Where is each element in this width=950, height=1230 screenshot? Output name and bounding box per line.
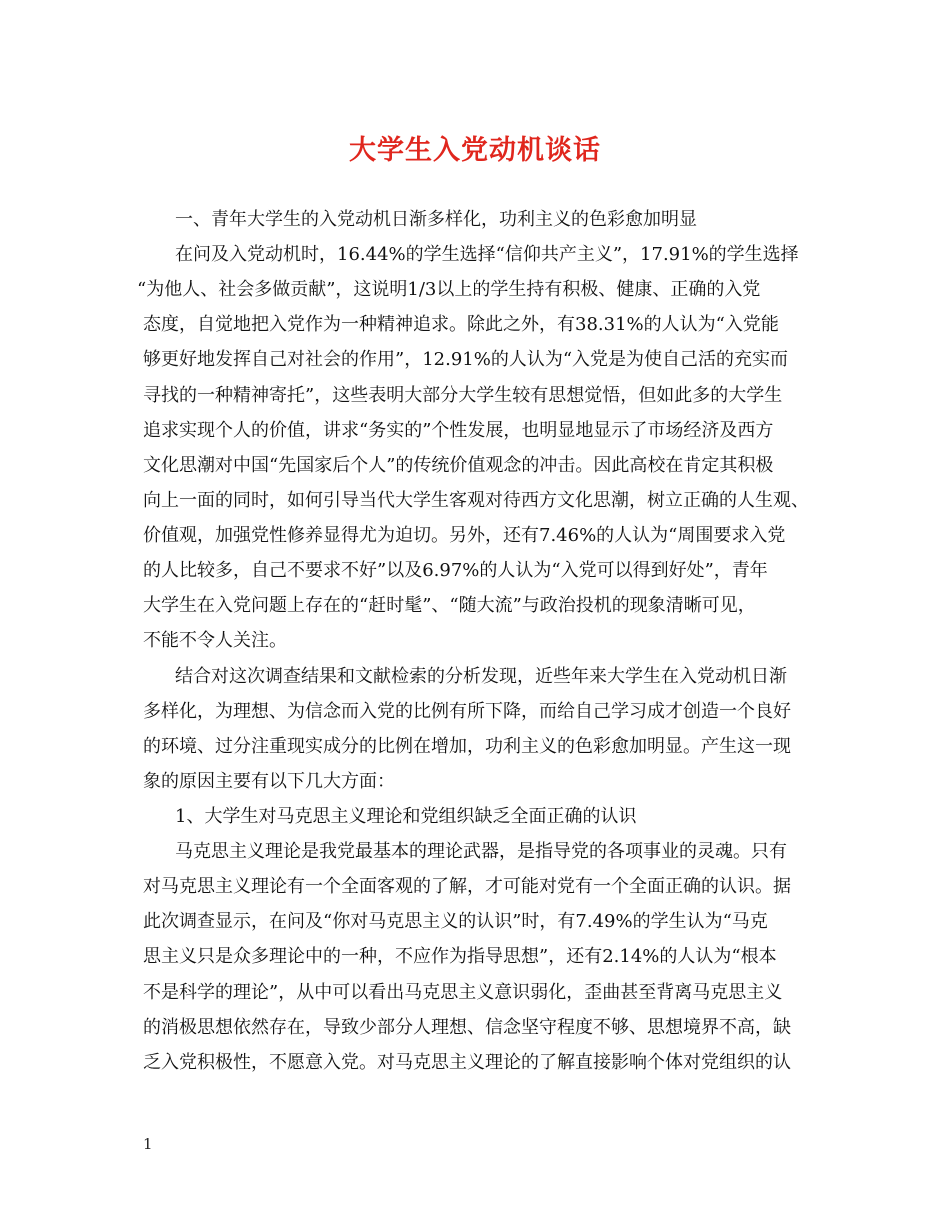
text-line: 乏入党积极性，不愿意入党。对马克思主义理论的了解直接影响个体对党组织的认 <box>143 1052 791 1073</box>
document-title: 大学生入党动机谈话 <box>349 135 601 166</box>
text-line: 追求实现个人的价值，讲求“务实的”个性发展，也明显地显示了市场经济及西方 <box>143 420 774 441</box>
text-line: 马克思主义理论是我党最基本的理论武器，是指导党的各项事业的灵魂。只有 <box>175 841 787 862</box>
text-line: 不能不令人关注。 <box>143 630 287 651</box>
text-line: “为他人、社会多做贡献”，这说明1/3以上的学生持有积极、健康、正确的入党 <box>137 279 761 300</box>
text-line: 多样化，为理想、为信念而入党的比例有所下降，而给自己学习成才创造一个良好 <box>143 701 791 722</box>
text-line: 的消极思想依然存在，导致少部分人理想、信念坚守程度不够、思想境界不高，缺 <box>143 1017 791 1038</box>
text-line: 寻找的一种精神寄托”，这些表明大部分大学生较有思想觉悟，但如此多的大学生 <box>143 385 783 406</box>
text-line: 的人比较多，自己不要求不好”以及6.97%的人认为“入党可以得到好处”，青年 <box>143 560 768 581</box>
page-number: 1 <box>143 1135 153 1153</box>
text-line: 在问及入党动机时，16.44%的学生选择“信仰共产主义”，17.91%的学生选择 <box>175 244 799 265</box>
text-line: 象的原因主要有以下几大方面： <box>143 771 395 792</box>
text-line: 价值观，加强党性修养显得尤为迫切。另外，还有7.46%的人认为“周围要求入党 <box>143 525 786 546</box>
text-line: 文化思潮对中国“先国家后个人”的传统价值观念的冲击。因此高校在肯定其积极 <box>143 455 774 476</box>
text-line: 不是科学的理论”，从中可以看出马克思主义意识弱化，歪曲甚至背离马克思主义 <box>143 982 783 1003</box>
text-line: 够更好地发挥自己对社会的作用”，12.91%的人认为“入党是为使自己活的充实而 <box>143 349 789 370</box>
text-line: 向上一面的同时，如何引导当代大学生客观对待西方文化思潮，树立正确的人生观、 <box>143 490 809 511</box>
text-line: 对马克思主义理论有一个全面客观的了解，才可能对党有一个全面正确的认识。据 <box>143 876 791 897</box>
text-line: 大学生在入党问题上存在的“赶时髦”、“随大流”与政治投机的现象清晰可见， <box>143 595 756 616</box>
text-line: 思主义只是众多理论中的一种，不应作为指导思想”，还有2.14%的人认为“根本 <box>143 946 777 967</box>
text-line: 结合对这次调查结果和文献检索的分析发现，近些年来大学生在入党动机日渐 <box>175 666 787 687</box>
text-line: 一、青年大学生的入党动机日渐多样化，功利主义的色彩愈加明显 <box>175 209 697 230</box>
section-heading: 1、大学生对马克思主义理论和党组织缺乏全面正确的认识 <box>175 806 637 827</box>
text-line: 此次调查显示，在问及“你对马克思主义的认识”时，有7.49%的学生认为“马克 <box>143 911 768 932</box>
text-line: 的环境、过分注重现实成分的比例在增加，功利主义的色彩愈加明显。产生这一现 <box>143 736 791 757</box>
text-line: 态度，自觉地把入党作为一种精神追求。除此之外，有38.31%的人认为“入党能 <box>143 314 779 335</box>
